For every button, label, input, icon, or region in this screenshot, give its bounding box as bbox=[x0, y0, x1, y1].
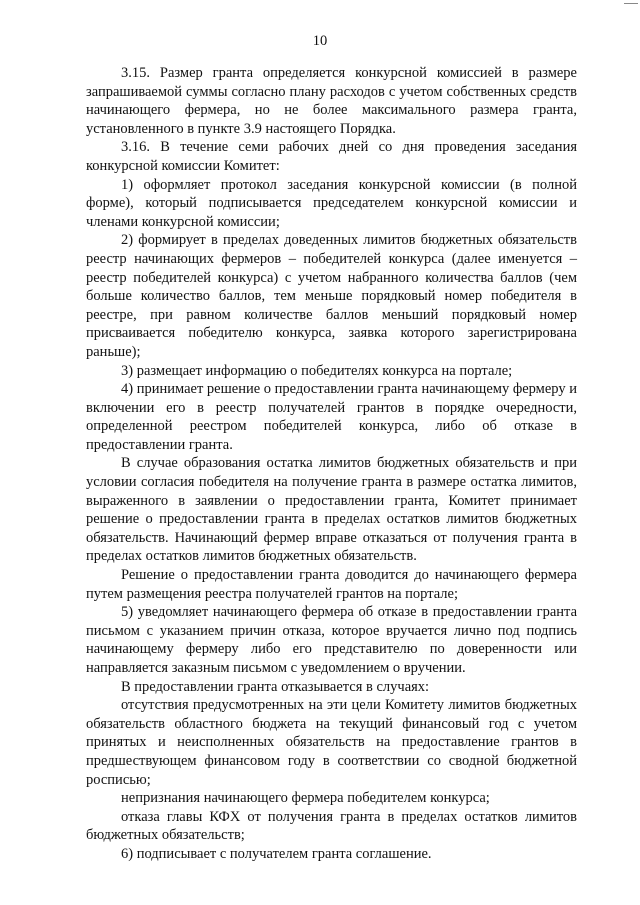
document-body bbox=[86, 64, 577, 864]
paragraph-item-5: 5) уведомляет начинающего фермера об отказе в предоставлении гранта письмом с указанием причин отказа, которое вручается лично под подпись начинающему фермеру либо его представителю по доверенности или направляется заказным письмом с уведомлением о вручении. bbox=[86, 604, 577, 676]
paragraph-item-2: 2) формирует в пределах доведенных лимитов бюджетных обязательств реестр начинающих фермеров – победителей конкурса (далее именуется – реестр победителей конкурса) с учетом набранного количества баллов (чем больше количество баллов, тем меньше порядковый номер победителя в реестре, при равном количестве баллов меньший порядковый номер присваивается победителю конкурса, заявка которого зарегистрирована раньше); bbox=[86, 232, 577, 360]
paragraph-item-4: 4) принимает решение о предоставлении гранта начинающему фермеру и включении его в реестр получателей грантов в порядке очередности, определенной реестром победителей конкурса, либо об отказе в предоставлении гранта. bbox=[86, 381, 577, 453]
scan-corner-mark bbox=[624, 0, 638, 4]
paragraph-decision-notice: Решение о предоставлении гранта доводится до начинающего фермера путем размещения реестра получателей грантов на портале; bbox=[86, 567, 577, 602]
paragraph-refusal-not-winner: непризнания начинающего фермера победителем конкурса; bbox=[121, 790, 490, 807]
paragraph-3-16: 3.16. В течение семи рабочих дней со дня проведения заседания конкурсной комиссии Комитет: bbox=[86, 139, 577, 174]
paragraph-remaining-limits: В случае образования остатка лимитов бюджетных обязательств и при условии согласия победителя на получение гранта в размере остатка лимитов, выраженного в заявлении о предоставлении гранта, Комитет принимает решение о предоставлении гранта в пределах остатков лимитов бюджетных обязательств. Начинающий фермер вправе отказаться от получения гранта в пределах остатков лимитов бюджетных обязательств. bbox=[86, 455, 577, 565]
paragraph-item-6: 6) подписывает с получателем гранта соглашение. bbox=[121, 845, 432, 862]
page-number: 10 bbox=[312, 33, 328, 49]
paragraph-item-3: 3) размещает информацию о победителях конкурса на портале; bbox=[121, 362, 513, 379]
paragraph-refusal-limits: отсутствия предусмотренных на эти цели Комитету лимитов бюджетных обязательств областного бюджета на текущий финансовый год с учетом принятых и неисполненных обязательств на предоставление грантов в предшествующем финансовом году в соответствии со сводной бюджетной росписью; bbox=[86, 697, 577, 788]
paragraph-refusal-cases: В предоставлении гранта отказывается в случаях: bbox=[121, 678, 430, 695]
paragraph-item-1: 1) оформляет протокол заседания конкурсной комиссии (в полной форме), который подписывается председателем конкурсной комиссии и членами конкурсной комиссии; bbox=[86, 176, 577, 230]
paragraph-refusal-kfh: отказа главы КФХ от получения гранта в пределах остатков лимитов бюджетных обязательств; bbox=[86, 808, 577, 844]
paragraph-3-15: 3.15. Размер гранта определяется конкурсной комиссией в размере запрашиваемой суммы согласно плану расходов с учетом собственных средств начинающего фермера, но не более максимального размера гранта, установленного в пункте 3.9 настоящего Порядка. bbox=[86, 65, 577, 137]
